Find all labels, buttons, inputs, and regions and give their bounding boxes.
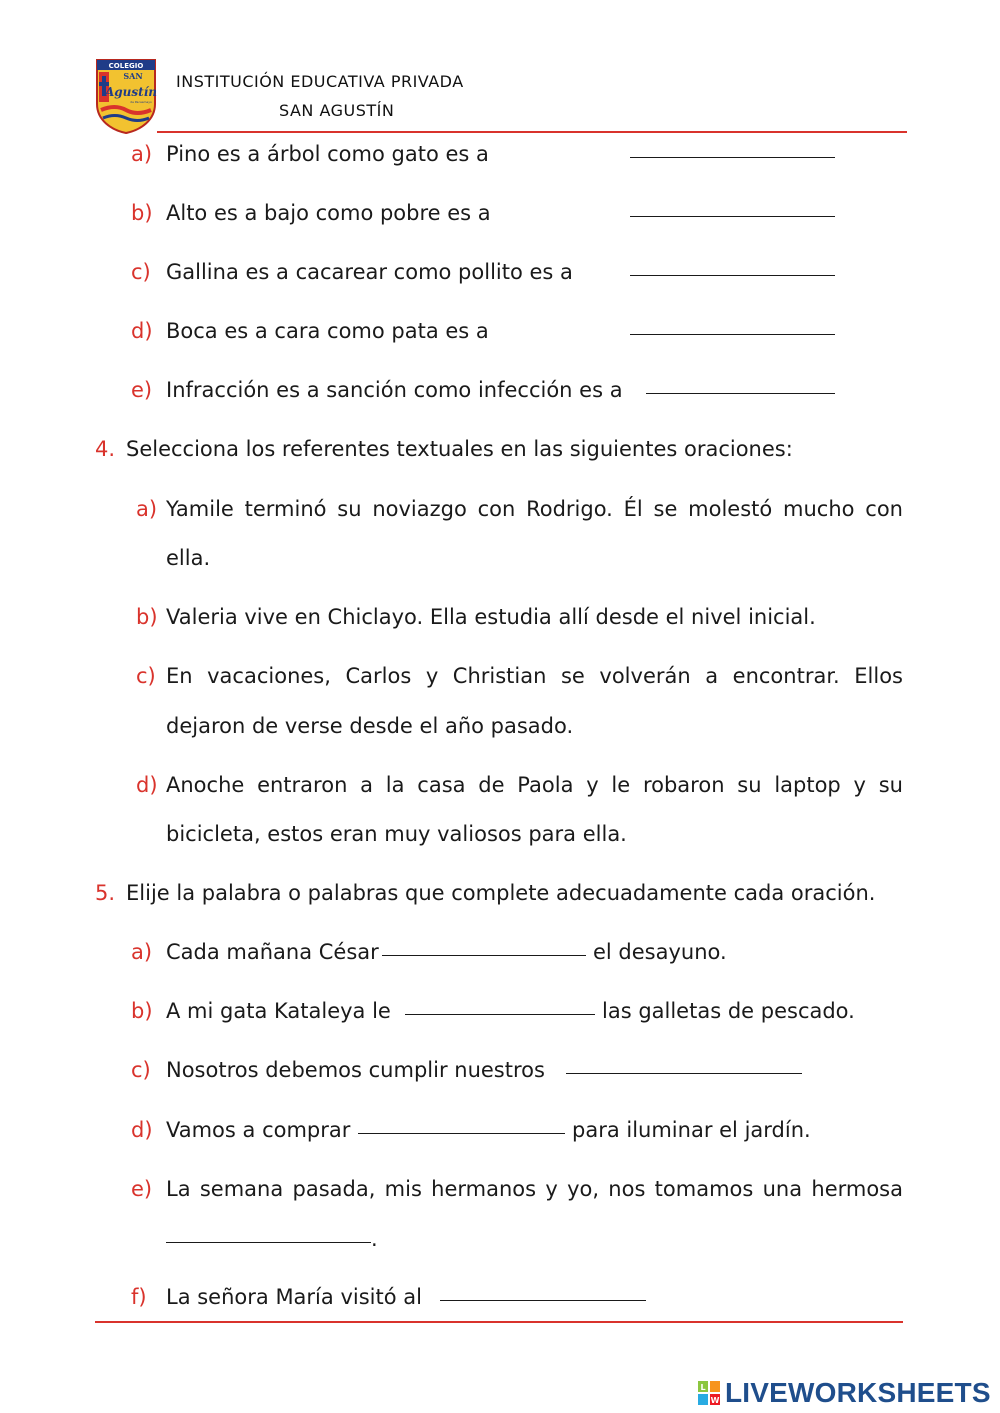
item-text-after: . [371,1227,378,1251]
answer-blank[interactable] [630,316,835,335]
logo-san-text: SAN [123,71,143,81]
item-label: e) [131,1177,153,1201]
answer-blank[interactable] [440,1282,646,1301]
item-label: f) [131,1285,147,1309]
item-label: c) [136,664,156,688]
header-divider [157,131,907,133]
answer-blank[interactable] [382,937,586,956]
item-label: c) [131,260,151,284]
brand-wordmark: LIVEWORKSHEETS [725,1377,991,1408]
item-text-after: el desayuno. [593,940,727,964]
item-text-before: Cada mañana César [166,940,379,964]
answer-blank[interactable] [358,1115,565,1134]
item-label: b) [131,201,153,225]
school-name-line1: INSTITUCIÓN EDUCATIVA PRIVADA [176,72,464,91]
item-text[interactable]: Anoche entraron a la casa de Paola y le robaron su laptop y su [166,773,903,797]
liveworksheets-logo-icon [697,1380,721,1406]
item-text-before: A mi gata Kataleya le [166,999,391,1023]
item-text: Alto es a bajo como pobre es a [166,201,491,225]
liveworksheets-brand[interactable] [697,1377,991,1409]
item-label: a) [131,142,153,166]
item-text[interactable]: En vacaciones, Carlos y Christian se volverán a encontrar. Ellos [166,664,903,688]
logo-letter-l: L [700,1383,706,1392]
question-title: Selecciona los referentes textuales en las siguientes oraciones: [126,437,793,461]
item-label: c) [131,1058,151,1082]
question-title: Elije la palabra o palabras que complete adecuadamente cada oración. [126,881,876,905]
item-text: Boca es a cara como pata es a [166,319,489,343]
answer-blank[interactable] [566,1055,802,1074]
item-text-before: La semana pasada, mis hermanos y yo, nos tomamos una hermosa [166,1177,903,1201]
item-label: d) [136,773,158,797]
item-label: a) [136,497,158,521]
logo-agustin-text: Agustín [104,85,157,99]
question-number: 4. [95,437,116,461]
logo-colegio-text: COLEGIO [108,62,144,70]
item-label: b) [136,605,158,629]
answer-blank[interactable] [630,257,835,276]
logo-sub-text: de Pacasmayo [130,100,152,104]
item-label: e) [131,378,153,402]
answer-blank[interactable] [630,198,835,217]
item-text-continued[interactable]: dejaron de verse desde el año pasado. [166,714,574,738]
answer-blank[interactable] [646,375,835,394]
item-text-after: para iluminar el jardín. [572,1118,811,1142]
item-text-continued[interactable]: bicicleta, estos eran muy valiosos para ella. [166,822,627,846]
question-number: 5. [95,881,116,905]
logo-letter-w: W [710,1396,720,1405]
item-label: d) [131,319,153,343]
school-name-line2: SAN AGUSTÍN [279,101,395,120]
item-text: Pino es a árbol como gato es a [166,142,489,166]
answer-blank[interactable] [405,996,595,1015]
item-label: d) [131,1118,153,1142]
item-label: a) [131,940,153,964]
item-text-before: Vamos a comprar [166,1118,351,1142]
item-label: b) [131,999,153,1023]
item-text-continued[interactable]: ella. [166,546,211,570]
item-text[interactable]: Yamile terminó su noviazgo con Rodrigo. Él se molestó mucho con [166,497,903,521]
item-text[interactable]: Valeria vive en Chiclayo. Ella estudia allí desde el nivel inicial. [166,605,816,629]
answer-blank[interactable] [630,139,835,158]
footer-divider [95,1321,903,1323]
item-text-before: Nosotros debemos cumplir nuestros [166,1058,545,1082]
item-text-before: La señora María visitó al [166,1285,422,1309]
item-text-after: las galletas de pescado. [602,999,855,1023]
school-logo [95,58,157,134]
answer-blank[interactable] [166,1224,371,1243]
item-text: Gallina es a cacarear como pollito es a [166,260,573,284]
item-text: Infracción es a sanción como infección es a [166,378,623,402]
